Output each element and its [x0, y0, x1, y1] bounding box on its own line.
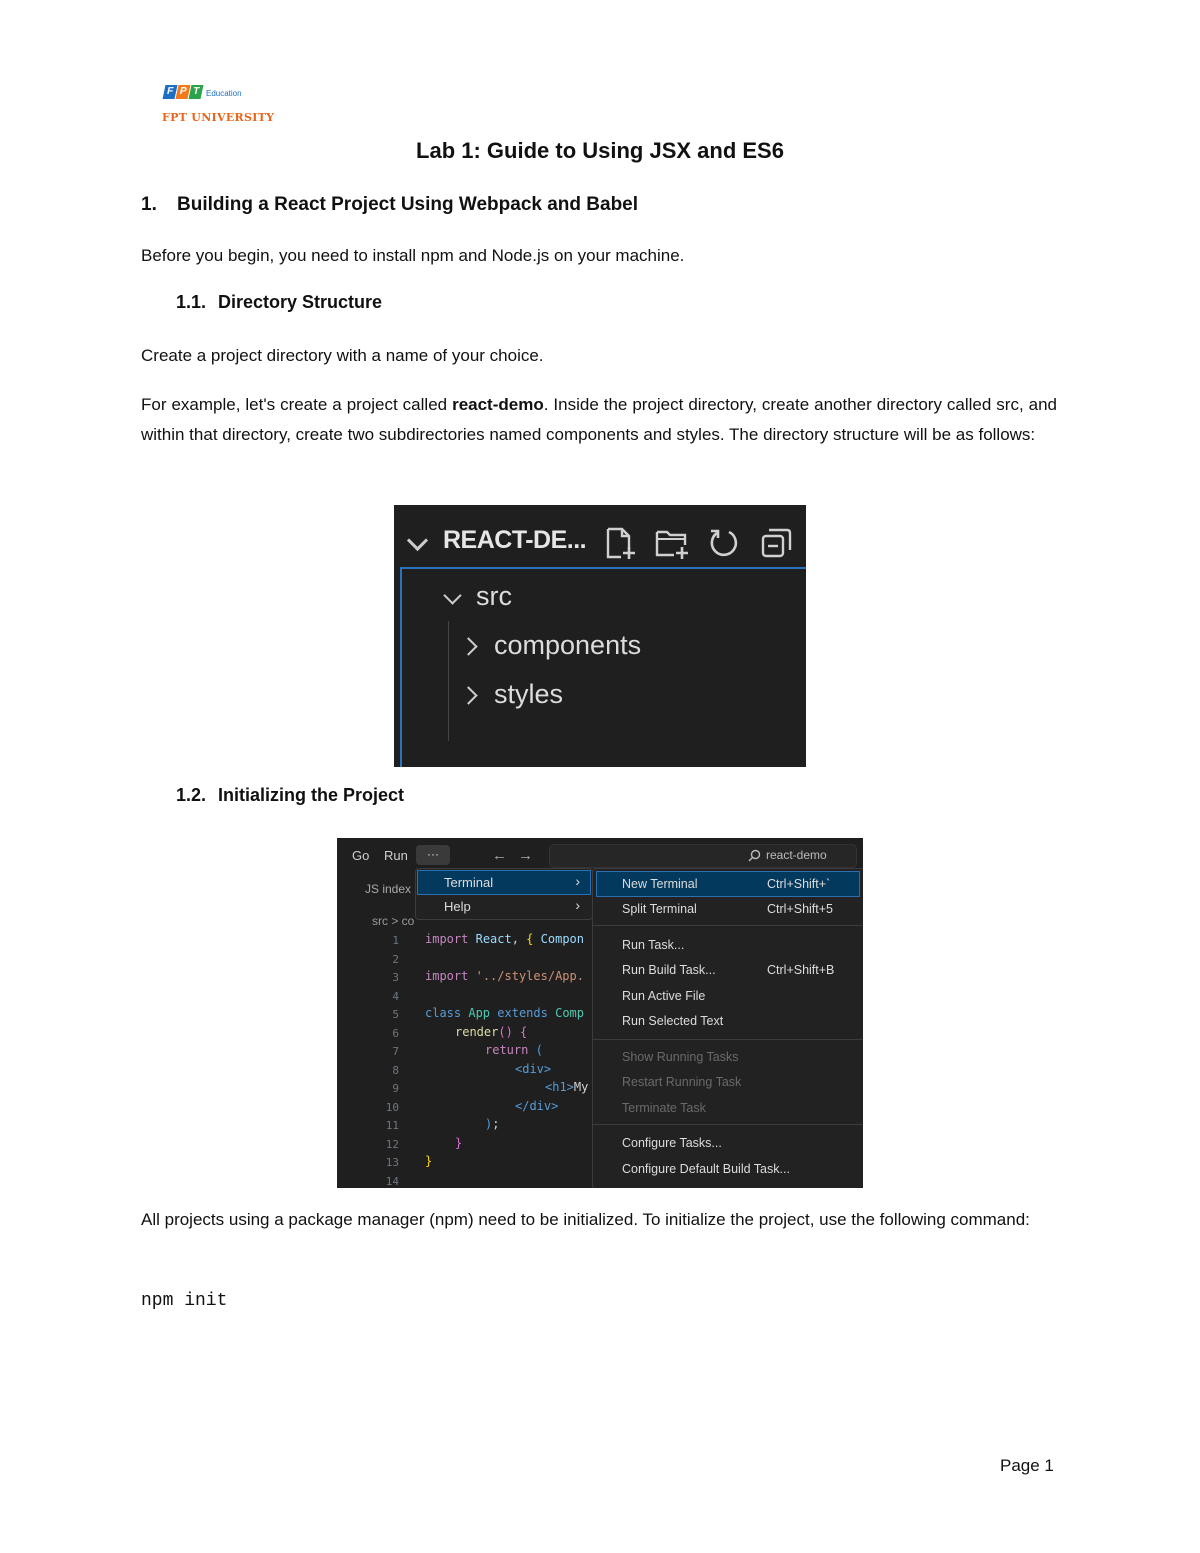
- chevron-right-icon: [459, 637, 477, 655]
- explorer-screenshot: [394, 505, 806, 767]
- document-title: Lab 1: Guide to Using JSX and ES6: [416, 138, 784, 163]
- menu-item-terminal[interactable]: [418, 871, 590, 894]
- shortcut-label: Ctrl+Shift+5: [767, 902, 834, 916]
- menu-separator: [593, 1039, 863, 1040]
- section-1-title: Building a React Project Using Webpack and Babel: [177, 194, 639, 215]
- menu-item-split-terminal[interactable]: [597, 897, 859, 921]
- shortcut-label: Ctrl+Shift+`: [767, 877, 831, 891]
- fpt-logo-tiles: [164, 85, 202, 99]
- explorer-title: REACT-DE...: [443, 526, 587, 554]
- folder-src[interactable]: src: [476, 581, 512, 611]
- code-line-12: }: [455, 1136, 463, 1150]
- npm-init-command: npm init: [141, 1291, 228, 1311]
- menu-label: Configure Tasks...: [622, 1136, 722, 1150]
- menu-separator: [593, 1124, 863, 1125]
- menu-item-configure-tasks[interactable]: [597, 1131, 859, 1155]
- line-number: 7: [392, 1045, 399, 1058]
- logo-university: FPT UNIVERSITY: [162, 111, 275, 124]
- line-number: 14: [385, 1175, 399, 1188]
- menu-item-configure-default-build-task[interactable]: [597, 1157, 859, 1181]
- menu-run[interactable]: Run: [384, 848, 408, 863]
- section-1-2-title: Initializing the Project: [218, 785, 405, 805]
- refresh-icon: [705, 525, 741, 561]
- code-line-11: );: [485, 1117, 500, 1131]
- chevron-right-icon: ›: [575, 873, 580, 889]
- line-number: 5: [392, 1008, 399, 1021]
- example-paragraph: [141, 390, 1057, 450]
- intro-paragraph: Before you begin, you need to install npm and Node.js on your machine.: [141, 246, 685, 265]
- logo-tile-t: T: [189, 85, 204, 99]
- menu-item-run-active-file[interactable]: [597, 984, 859, 1008]
- code-line-9: <h1>My: [545, 1080, 589, 1094]
- menu-label: New Terminal: [622, 877, 698, 891]
- new-file-icon: [602, 525, 638, 561]
- example-text-before: For example, let's create a project called: [141, 395, 453, 414]
- forward-arrow-icon[interactable]: →: [518, 847, 533, 864]
- search-text: react-demo: [766, 848, 827, 862]
- menu-item-run-build-task[interactable]: [597, 958, 859, 982]
- explorer-tree: [400, 567, 806, 767]
- chevron-down-icon: [443, 586, 461, 604]
- menu-item-help[interactable]: [418, 895, 590, 918]
- line-number: 4: [392, 990, 399, 1003]
- folder-styles[interactable]: styles: [494, 679, 564, 709]
- logo-tile-p: P: [176, 85, 191, 99]
- menu-item-run-selected-text[interactable]: [597, 1009, 859, 1033]
- code-line-13: }: [425, 1154, 433, 1168]
- command-center-search[interactable]: [549, 844, 857, 868]
- editor-tab-label: JS index: [365, 882, 412, 896]
- menu-item-terminate-task: [597, 1096, 859, 1120]
- section-1-1-title: Directory Structure: [218, 292, 383, 312]
- line-number: 10: [385, 1101, 399, 1114]
- menu-item-terminal-label: Terminal: [444, 875, 494, 890]
- menu-item-show-running-tasks: [597, 1045, 859, 1069]
- line-number: 9: [392, 1082, 399, 1095]
- menu-label: Restart Running Task: [622, 1075, 742, 1089]
- code-line-1: import React, { Compon: [425, 932, 584, 946]
- section-1-2-number: 1.2.: [176, 785, 207, 805]
- menu-go[interactable]: Go: [352, 848, 370, 863]
- chevron-down-icon: [407, 530, 428, 551]
- folder-components[interactable]: components: [494, 630, 642, 660]
- menu-label: Run Build Task...: [622, 963, 716, 977]
- menu-label: Show Running Tasks: [622, 1050, 739, 1064]
- indent-guide: [448, 621, 449, 741]
- back-arrow-icon[interactable]: ←: [492, 847, 507, 864]
- menu-item-help-label: Help: [444, 899, 471, 914]
- shortcut-label: Ctrl+Shift+B: [767, 963, 835, 977]
- collapse-all-icon: [759, 525, 795, 561]
- fpt-university-logo: [162, 82, 275, 130]
- menu-label: Configure Default Build Task...: [622, 1162, 790, 1176]
- line-number: 8: [392, 1064, 399, 1077]
- line-number: 2: [392, 953, 399, 966]
- more-dropdown-menu: [415, 868, 593, 920]
- menu-label: Split Terminal: [622, 902, 697, 916]
- line-number: 1: [392, 934, 399, 947]
- logo-tile-f: F: [163, 85, 178, 99]
- project-name: react-demo: [452, 395, 544, 414]
- menu-label: Run Selected Text: [622, 1014, 724, 1028]
- section-1-heading: [141, 194, 638, 216]
- new-folder-icon: [654, 525, 690, 561]
- title-bar: [337, 838, 863, 872]
- menu-item-restart-running-task: [597, 1070, 859, 1094]
- line-number: 11: [385, 1119, 399, 1132]
- menu-item-new-terminal[interactable]: [597, 872, 859, 896]
- example-text-after: . Inside the project directory, create another directory called src, and within that directory, create two subdirectories named components and styles. The directory structure will be as follows:: [141, 395, 1057, 444]
- code-line-7: return (: [485, 1043, 543, 1057]
- editor-tab[interactable]: [365, 882, 411, 896]
- menu-label: Run Active File: [622, 989, 706, 1003]
- explorer-header: [394, 505, 806, 567]
- line-number: 13: [385, 1156, 399, 1169]
- line-number: 12: [385, 1138, 399, 1151]
- menu-separator: [593, 925, 863, 926]
- code-line-8: <div>: [515, 1062, 552, 1076]
- vscode-menu-screenshot: [337, 838, 863, 1188]
- search-icon: [748, 849, 761, 862]
- code-line-5: class App extends Comp: [425, 1006, 584, 1020]
- section-1-2-heading: [176, 785, 404, 806]
- line-number: 3: [392, 971, 399, 984]
- menu-item-run-task[interactable]: [597, 933, 859, 957]
- breadcrumb: src > co: [372, 914, 415, 928]
- code-line-6: render() {: [455, 1025, 528, 1039]
- code-line-10: </div>: [515, 1099, 559, 1113]
- create-paragraph: Create a project directory with a name of your choice.: [141, 346, 544, 365]
- init-paragraph: All projects using a package manager (npm) need to be initialized. To initialize the project, use the following command:: [141, 1210, 1030, 1229]
- page-number: Page 1: [1000, 1456, 1054, 1475]
- section-1-1-heading: [176, 292, 382, 313]
- code-line-3: import '../styles/App.: [425, 969, 584, 983]
- chevron-right-icon: [459, 686, 477, 704]
- chevron-right-icon: ›: [575, 897, 580, 913]
- more-menu-button[interactable]: ···: [416, 845, 450, 865]
- logo-education: Education: [206, 89, 242, 98]
- menu-label: Run Task...: [622, 938, 685, 952]
- menu-label: Terminate Task: [622, 1101, 706, 1115]
- line-number: 6: [392, 1027, 399, 1040]
- section-1-1-number: 1.1.: [176, 292, 207, 312]
- terminal-submenu: [592, 868, 863, 1188]
- section-1-number: 1.: [141, 194, 157, 215]
